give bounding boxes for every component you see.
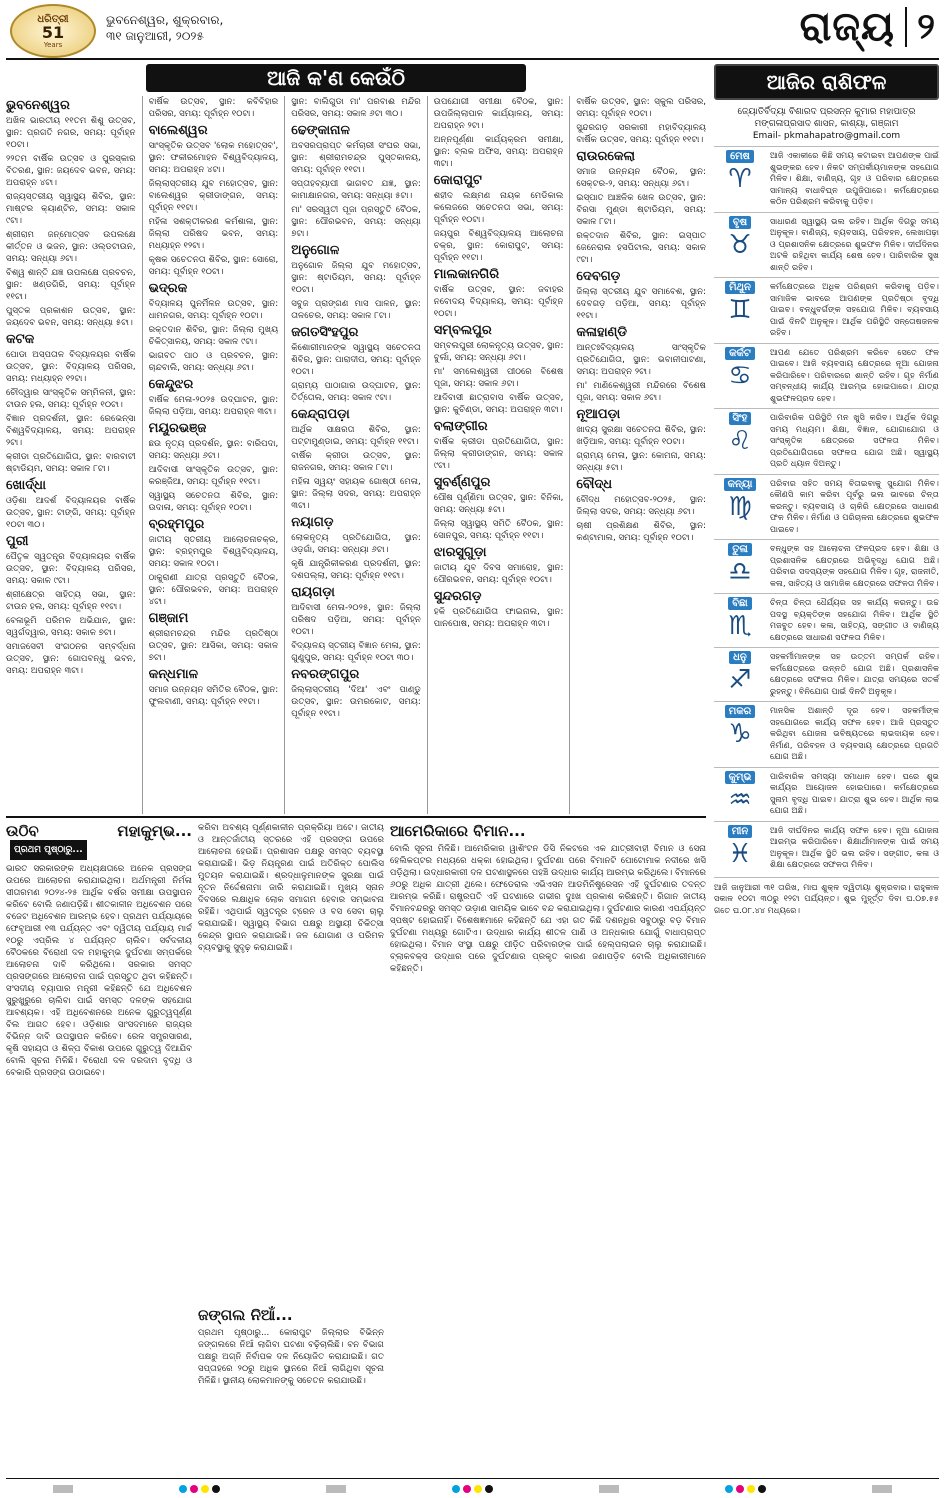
city-heading: ରାୟଗଡ଼ା [291,585,335,600]
city-heading: ନୂଆପଡ଼ା [576,407,621,422]
astrologer-credit [714,106,939,142]
print-mark [872,1485,892,1493]
city-heading: ମାଲକାନଗିରି [433,267,500,282]
zodiac-name: ସିଂହ [729,412,752,425]
zodiac-prediction: ଆପଣ ଯେତେ ପରିଶ୍ରମ କରିବେ ସେତେ ଫଳ ପାଇବେ। ଆଜି ବ୍ୟବସାୟ କ୍ଷେତ୍ରରେ ନୂଆ ଯୋଜନା କରିପାରିବେ। ପରିବାରରେ ଶାନ୍ତି ରହିବ। ଗୃହ ନିର୍ମାଣ ସମ୍ବନ୍ଧୀୟ କାର୍ଯ୍ୟ ଆରମ୍ଭ ହୋଇପାରେ। ଯାତ୍ରା ଶୁଭଫଳପ୍ରଦ ହେବ। [770,346,939,403]
zodiac-prediction: ପରିବାର ସହିତ ସମୟ ବିତାଇବାକୁ ସୁଯୋଗ ମିଳିବ। କୌଣସି କାମ କରିବା ପୂର୍ବରୁ ଭଲ ଭାବରେ ଚିନ୍ତା କରନ୍ତୁ। ବ୍ୟବସାୟ ଓ ଚାକିରି କ୍ଷେତ୍ରରେ ସାଧାରଣ ଫଳ ମିଳିବ। ନିର୍ମାଣ ଓ ପରିଚାଳନା କ୍ଷେତ୍ରରେ ଶୁଭଫଳ ପାଇବେ। [770,477,939,534]
zodiac-entry [714,767,939,817]
article-body: ପ୍ରଥମ ପୃଷ୍ଠାରୁ... କୋରାପୁଟ ଜିଲ୍ଲାର ବିଭିନ୍ନ ଜଙ୍ଗଲରେ ନିଆଁ ଲାଗିବା ଘଟଣା ବଢ଼ିଚାଲିଛି। ବନ ବିଭାଗ ପକ୍ଷରୁ ଅଗ୍ନି ନିର୍ବାପକ ଦଳ ନିୟୋଜିତ କରାଯାଇଛି। ଗତ ସପ୍ତାହରେ ୨୦ରୁ ଅଧିକ ସ୍ଥାନରେ ନିଆଁ ଲାଗିଥିବା ସୂଚନା ମିଳିଛି। ସ୍ଥାନୀୟ ଲୋକମାନଙ୍କୁ ସଚେତନ କରାଯାଉଛି। [198,1328,384,1386]
events-column [291,96,421,814]
event-item: ଆଦିବାସୀ ସାଂସ୍କୃତିକ ଉତ୍ସବ, ସ୍ଥାନ: କରଞ୍ଜିଆ, ସମୟ: ପୂର୍ବାହ୍ନ ୧୧ଟା। [148,465,279,487]
event-item: ଇସ୍ପାତ ଆଞ୍ଚଳିକ ଖେଳ ଉତ୍ସବ, ସ୍ଥାନ: ବିରସା ମୁଣ୍ଡା ଷ୍ଟାଡିୟମ, ସମୟ: ସକାଳ ୮ଟା। [576,193,706,227]
city-heading: ଖୋର୍ଦ୍ଧା [6,478,46,493]
event-item: ୨୨ତମ ବାର୍ଷିକ ଉତ୍ସବ ଓ ପୁରସ୍କାର ବିତରଣ, ସ୍ଥାନ: ଜୟଦେବ ଭବନ, ସମୟ: ଅପରାହ୍ନ ୪ଟା। [6,154,136,188]
city-heading: କଳାହାଣ୍ଡି [576,325,628,340]
footer-rule [6,1478,939,1479]
event-item: ଜିଲ୍ଲା ସ୍ୱାସ୍ଥ୍ୟ ସମିତି ବୈଠକ, ସ୍ଥାନ: ସୋନପୁର, ସମୟ: ପୂର୍ବାହ୍ନ ୧୧ଟା। [433,519,564,541]
event-item: ବିଜ୍ଞାନ ପ୍ରଦର୍ଶନୀ, ସ୍ଥାନ: ରେଭେନ୍ସା ବିଶ୍ୱବିଦ୍ୟାଳୟ, ସମୟ: ଅପରାହ୍ନ ୨ଟା। [6,414,136,448]
city-heading: ବ୍ରହ୍ମପୁର [148,517,205,532]
city-heading: କନ୍ଧମାଳ [148,667,199,682]
city-heading: ଗଞ୍ଜାମ [148,611,189,626]
city-heading: ଅନୁଗୋଳ [291,243,340,258]
event-item: ଜିଲ୍ଲାସ୍ତରୀୟ ଯୁବ ମହୋତ୍ସବ, ସ୍ଥାନ: ବାଲେଶ୍ୱର କ୍ରୀଡାଙ୍ଗନ, ସମୟ: ପୂର୍ବାହ୍ନ ୧୧ଟା। [148,179,279,213]
zodiac-prediction: ପାରିବାରିକ ପରିସ୍ଥିତି ମନ ଖୁସି କରିବ। ଆର୍ଥିକ ଦିଗରୁ ସମୟ ମଧ୍ୟମ। ଶିକ୍ଷା, ବିଜ୍ଞାନ, ଯୋଗାଯୋଗ ଓ ସାଂସ୍କୃତିକ କ୍ଷେତ୍ରରେ ସଫଳତା ମିଳିବ। ପ୍ରତିଯୋଗିତାରେ ସଫଳତା ଯୋଗ ଅଛି। ସ୍ୱାସ୍ଥ୍ୟ ପ୍ରତି ଧ୍ୟାନ ଦିଅନ୍ତୁ। [770,412,939,468]
event-item: ଶ୍ରୀରାମଚନ୍ଦ୍ର ମନ୍ଦିର ପ୍ରତିଷ୍ଠା ଉତ୍ସବ, ସ୍ଥାନ: ଆସିକା, ସମୟ: ସକାଳ ୭ଟା। [148,629,279,663]
event-item: ଉପଯୋଗୀ ସମୀକ୍ଷା ବୈଠକ, ସ୍ଥାନ: ଉପଜିଲ୍ଲାପାଳ କାର୍ଯ୍ୟାଳୟ, ସମୟ: ଅପରାହ୍ନ ୨ଟା। [433,97,564,131]
zodiac-name: ମୀନ [728,825,753,838]
section-title: ରାଜ୍ୟ [799,4,896,50]
city-heading: ସୁନ୍ଦରଗଡ଼ [433,589,482,604]
event-item: ମା' ସମଲେଶ୍ୱରୀ ପୀଠରେ ବିଶେଷ ପୂଜା, ସମୟ: ସକାଳ ୬ଟା। [433,367,564,389]
logo-years: Years [43,40,63,49]
event-item: ଭାଗବତ ପାଠ ଓ ପ୍ରବଚନ, ସ୍ଥାନ: ଚାନ୍ଦବାଲି, ସମୟ: ସନ୍ଧ୍ୟା ୬ଟା। [148,351,279,373]
dateline-date: ୩୧ ଜାନୁଆରୀ, ୨୦୨୫ [106,29,204,43]
zodiac-symbol-icon: ♍ [728,491,752,522]
zodiac-symbol-icon: ♉ [728,229,752,260]
zodiac-entry [714,701,939,763]
section-rule [6,816,706,818]
dateline [106,12,223,44]
city-heading: ଭୁବନେଶ୍ୱର [6,98,70,113]
event-item: ସମାଜ ଉନ୍ନୟନ ବୈଠକ, ସ୍ଥାନ: ସେକ୍ଟର-୨, ସମୟ: ସନ୍ଧ୍ୟା ୬ଟା। [576,167,706,189]
rashifal-banner: ଆଜିର ରାଶିଫଳ [714,64,939,100]
anniversary-logo [10,4,96,58]
city-heading: ସୁବର୍ଣ୍ଣପୁର [433,475,491,490]
zodiac-prediction: ସାଧାରଣ ସ୍ୱାସ୍ଥ୍ୟ ଭଲ ରହିବ। ଆର୍ଥିକ ଦିଗରୁ ସମୟ ଅନୁକୂଳ। ବାଣିଜ୍ୟ, ବ୍ୟବସାୟ, ପରିବହନ, ଲେଖାପଢ଼ା ଓ ପ୍ରଶାସନିକ କ୍ଷେତ୍ରରେ ଶୁଭଫଳ ମିଳିବ। ଦୀର୍ଘଦିନର ଅଟକି ରହିଥିବା କାର୍ଯ୍ୟ ଶେଷ ହେବ। ପାରିବାରିକ ସୁଖ ଶାନ୍ତି ରହିବ। [770,215,939,272]
zodiac-symbol-icon: ♋ [728,360,752,391]
zodiac-symbol-icon: ♒ [728,784,752,815]
event-item: ମା' ସରସ୍ୱତୀ ପୂଜା ପ୍ରସ୍ତୁତି ବୈଠକ, ସ୍ଥାନ: ପୌରଭବନ, ସମୟ: ସନ୍ଧ୍ୟା ୭ଟା। [291,205,421,239]
color-registration [725,1485,766,1493]
zodiac-symbol-icon: ♎ [728,557,752,587]
credit-name: ଜ୍ୟୋତିର୍ବିଦ୍ୟା ବିଶାରଦ ପ୍ରସନ୍ନ କୁମାର ମହାପାତ୍ର [737,107,916,117]
panchang-note: ଆଜି ଜାନୁଆରୀ ୩୧ ତାରିଖ, ମାଘ ଶୁକ୍ଳ ଦ୍ୱିତୀୟା ଶୁକ୍ରବାର। ରାହୁକାଳ ସକାଳ ୧୦ଟା ୩୦ରୁ ୧୨ଟା ପର୍ଯ୍ୟନ୍ତ। ଶୁଭ ମୁହୂର୍ତ୍ତ ଦିବା ଘ.୦୭.୫୫ ଗତେ ଘ.୦୮.୪୪ ମଧ୍ୟରେ। [714,877,939,917]
event-item: ପୋଡା ଅସ୍ପତାଳ ବିଦ୍ୟାଳୟର ବାର୍ଷିକ ଉତ୍ସବ, ସ୍ଥାନ: ବିଦ୍ୟାଳୟ ପରିସର, ସମୟ: ମଧ୍ୟାହ୍ନ ୧୨ଟା। [6,350,136,384]
events-column [149,96,279,814]
zodiac-name: ଧନୁ [729,651,751,664]
zodiac-badge [714,825,766,871]
event-item: ସମାଜସେବୀ ସଂଗଠନର ସମ୍ବର୍ଦ୍ଧନା ଉତ୍ସବ, ସ୍ଥାନ: ଗୋପବନ୍ଧୁ ଭବନ, ସମୟ: ଅପରାହ୍ନ ୩ଟା। [6,642,136,676]
logo-title: ଧରିତ୍ରୀ [37,13,69,25]
event-item: ଜାତୀୟ ଯୁବ ଦିବସ ସମାରୋହ, ସ୍ଥାନ: ପୌରଭବନ, ସମୟ: ପୂର୍ବାହ୍ନ ୧୦ଟା। [433,563,564,585]
dateline-place-day: ଭୁବନେଶ୍ୱର, ଶୁକ୍ରବାର, [106,13,224,27]
zodiac-name: ବୃଷ [729,216,751,229]
event-item: ମା' ମାଣିକେଶ୍ୱରୀ ମନ୍ଦିରରେ ବିଶେଷ ପୂଜା, ସମୟ: ସକାଳ ୬ଟା। [576,381,706,403]
page-header [800,4,935,50]
print-mark [326,1485,346,1493]
event-item: ଶ୍ରୀରାମ ଜନ୍ମୋତ୍ସବ ଉପଲକ୍ଷେ କୀର୍ତ୍ତନ ଓ ଭଜନ, ସ୍ଥାନ: ଓଲ୍ଡଟାଉନ, ସମୟ: ସନ୍ଧ୍ୟା ୬ଟା। [6,230,136,264]
page-number: ୨ [917,6,935,47]
article-title: ଆମେରିକାରେ ବିମାନ... [390,822,526,840]
city-heading: ବାଲେଶ୍ୱର [148,123,208,138]
zodiac-name: ବିଛା [728,597,751,610]
event-item: ଗ୍ରାମ୍ୟ ମେଳା, ସ୍ଥାନ: କୋମନା, ସମୟ: ସନ୍ଧ୍ୟା ୫ଟା। [576,451,706,473]
zodiac-list [714,146,939,871]
zodiac-badge [714,216,766,274]
event-item: ବାର୍ଷିକ ଉତ୍ସବ, ସ୍ଥାନ: ସ୍କୁଲ ପରିସର, ସମୟ: ପୂର୍ବାହ୍ନ ୧୦ଟା। [576,97,706,119]
column-divider [284,96,285,814]
event-item: ଅଖିଳ ଭାରତୀୟ ୧୧ତମ ଶିଶୁ ଉତ୍ସବ, ସ୍ଥାନ: ପ୍ରଗତି ନଗର, ସମୟ: ପୂର୍ବାହ୍ନ ୧୦ଟା। [6,116,136,150]
print-marks [0,1482,945,1496]
zodiac-prediction: ବନ୍ଧୁଙ୍କ ସହ ଆଲୋଚନା ଫଳପ୍ରଦ ହେବ। ଶିକ୍ଷା ଓ ପ୍ରଶାସନିକ କ୍ଷେତ୍ରରେ ଅଭିବୃଦ୍ଧି ଯୋଗ ଅଛି। ପରିବାର ସଦସ୍ୟଙ୍କ ସହଯୋଗ ମିଳିବ। ଗୃହ, ରାଜନୀତି, କଳା, ସାହିତ୍ୟ ଓ ସାମାଜିକ କ୍ଷେତ୍ରରେ ସଫଳତା ମିଳିବ। [770,543,939,588]
event-item: ହକି ପ୍ରତିଯୋଗିତା ଫାଇନାଲ, ସ୍ଥାନ: ପାନପୋଷ, ସମୟ: ଅପରାହ୍ନ ୩ଟା। [433,607,564,629]
event-item: ଅବସରପ୍ରାପ୍ତ କର୍ମଚାରୀ ସଂଘର ସଭା, ସ୍ଥାନ: ଶ୍ରୀରାମଚନ୍ଦ୍ର ପୁସ୍ତକାଳୟ, ସମୟ: ପୂର୍ବାହ୍ନ ୧୧ଟା। [291,141,421,175]
city-heading: ନବରଙ୍ଗପୁର [291,667,360,682]
event-item: ବାର୍ଷିକ ଉତ୍ସବ, ସ୍ଥାନ: ଜବାହର ନବୋଦୟ ବିଦ୍ୟାଳୟ, ସମୟ: ପୂର୍ବାହ୍ନ ୧୦ଟା। [433,285,564,319]
event-item: ବାର୍ଷିକ ଉତ୍ସବ, ସ୍ଥାନ: କବିବିହାର ପରିସର, ସମୟ: ପୂର୍ବାହ୍ନ ୧୦ଟା। [148,97,279,119]
city-heading: ନୟାଗଡ଼ [291,515,334,530]
article-body: ବୋଲି ସୂଚନା ମିଳିଛି। ଆମେରିକାର ୱାଶିଂଟନ ଡିସି ନିକଟରେ ଏକ ଯାତ୍ରୀବାହୀ ବିମାନ ଓ ସେନା ହେଲିକପ୍ଟର ମଧ୍ୟରେ ଧକ୍କା ହୋଇଥିଲା। ଦୁର୍ଘଟଣା ପରେ ବିମାନଟି ପୋଟୋମାକ ନଦୀରେ ଖସି ପଡ଼ିଥିଲା। ଉଦ୍ଧାରକାରୀ ଦଳ ଘଟଣାସ୍ଥଳରେ ପହଞ୍ଚି ଉଦ୍ଧାର କାର୍ଯ୍ୟ ଆରମ୍ଭ କରିଥିଲେ। ବିମାନରେ ୬୦ରୁ ଅଧିକ ଯାତ୍ରୀ ଥିଲେ। ଫେଡେରାଲ ଏଭିଏସନ ଆଡମିନିଷ୍ଟ୍ରେସନ ଏହି ଦୁର୍ଘଟଣାର ତଦନ୍ତ ଆରମ୍ଭ କରିଛି। ରାଷ୍ଟ୍ରପତି ଏହି ଘଟଣାରେ ଗଭୀର ଦୁଃଖ ପ୍ରକାଶ କରିଛନ୍ତି। ରିଗାନ ଜାତୀୟ ବିମାନବନ୍ଦରରୁ ସମସ୍ତ ଉଡ଼ାଣ ସାମୟିକ ଭାବେ ବନ୍ଦ କରାଯାଇଥିଲା। ଦୁର୍ଘଟଣାର କାରଣ ଏପର୍ଯ୍ୟନ୍ତ ସ୍ପଷ୍ଟ ହୋଇନାହିଁ। ବିଶେଷଜ୍ଞମାନେ କହିଛନ୍ତି ଯେ ଏହା ଗତ କିଛି ଦଶନ୍ଧିର ସବୁଠାରୁ ବଡ଼ ବିମାନ ଦୁର୍ଘଟଣା ମଧ୍ୟରୁ ଗୋଟିଏ। ଉଦ୍ଧାର କାର୍ଯ୍ୟ ଶୀତଳ ପାଣି ଓ ଅନ୍ଧକାର ଯୋଗୁଁ ବାଧାପ୍ରାପ୍ତ ହୋଇଥିଲା। ବିମାନ ସଂସ୍ଥା ପକ୍ଷରୁ ପୀଡ଼ିତ ପରିବାରଙ୍କ ପାଇଁ ହେଲ୍ପଲାଇନ ଚାଲୁ କରାଯାଇଛି। ବ୍ଲାକବକ୍ସ ଉଦ୍ଧାର ପରେ ଦୁର୍ଘଟଣାର ପ୍ରକୃତ କାରଣ ଜଣାପଡ଼ିବ ବୋଲି ଅଧିକାରୀମାନେ କହିଛନ୍ତି। [390,844,706,974]
city-heading: ବୌଦ୍ଧ [576,477,613,492]
event-item: ଓଡ଼ିଶା ଆଦର୍ଶ ବିଦ୍ୟାଳୟର ବାର୍ଷିକ ଉତ୍ସବ, ସ୍ଥାନ: ଟାଙ୍ଗି, ସମୟ: ପୂର୍ବାହ୍ନ ୧୦ଟା ୩୦। [6,496,136,530]
event-item: ଲୋକନୃତ୍ୟ ପ୍ରତିଯୋଗିତା, ସ୍ଥାନ: ଓଡ଼ଗାଁ, ସମୟ: ସନ୍ଧ୍ୟା ୬ଟା। [291,533,421,555]
events-column [434,96,564,814]
city-heading: ଜଗତସିଂହପୁର [291,325,359,340]
zodiac-symbol-icon: ♏ [728,611,752,641]
zodiac-entry [714,343,939,405]
event-item: ପୁସ୍ତକ ପ୍ରକାଶନ ଉତ୍ସବ, ସ୍ଥାନ: ଜୟଦେବ ଭବନ, ସମୟ: ସନ୍ଧ୍ୟା ୫ଟା। [6,306,136,328]
event-item: ଜିଲ୍ଲା ସ୍ତରୀୟ ଯୁବ ସମାବେଶ, ସ୍ଥାନ: ଦେବଗଡ଼ ପଡ଼ିଆ, ସମୟ: ପୂର୍ବାହ୍ନ ୧୧ଟା। [576,287,706,321]
article-forest-fire [198,1306,384,1474]
event-item: ଚାଷୀ ପ୍ରଶିକ୍ଷଣ ଶିବିର, ସ୍ଥାନ: କଣ୍ଟାମାଲ, ସମୟ: ପୂର୍ବାହ୍ନ ୧୦ଟା। [576,521,706,543]
zodiac-entry [714,647,939,697]
event-item: କିଶୋରୀମାନଙ୍କ ସ୍ୱାସ୍ଥ୍ୟ ସଚେତନତା ଶିବିର, ସ୍ଥାନ: ପାରାଦୀପ, ସମୟ: ପୂର୍ବାହ୍ନ ୧୦ଟା। [291,343,421,377]
zodiac-badge [714,347,766,405]
event-item: ଆଦିବାସୀ ଛାତ୍ରାବାସ ବାର୍ଷିକ ଉତ୍ସବ, ସ୍ଥାନ: କୁଚିଣ୍ଡା, ସମୟ: ଅପରାହ୍ନ ୩ଟା। [433,393,564,415]
event-item: ଶ୍ରୀକ୍ଷେତ୍ର ସାହିତ୍ୟ ସଭା, ସ୍ଥାନ: ଟାଉନ ହଲ, ସମୟ: ପୂର୍ବାହ୍ନ ୧୧ଟା। [6,590,136,612]
zodiac-symbol-icon: ♑ [728,719,752,749]
event-item: ଆଦିବାସୀ ମେଳା-୨୦୨୫, ସ୍ଥାନ: ଜିଲ୍ଲା ପରିଷଦ ପଡ଼ିଆ, ସମୟ: ପୂର୍ବାହ୍ନ ୧୦ଟା। [291,603,421,637]
zodiac-name: ମେଷ [726,150,754,163]
zodiac-prediction: କର୍ମକ୍ଷେତ୍ରରେ ଅଧିକ ପରିଶ୍ରମ କରିବାକୁ ପଡ଼ିବ। ସାମାଜିକ ଭାବରେ ଆପଣଙ୍କ ପ୍ରତିଷ୍ଠା ବୃଦ୍ଧି ପାଇବ। ବନ୍ଧୁବର୍ଗଙ୍କ ସହଯୋଗ ମିଳିବ। ବ୍ୟବସାୟ ପାଇଁ ଦିନଟି ଅନୁକୂଳ। ଆର୍ଥିକ ପରିସ୍ଥିତି ସନ୍ତୋଷଜନକ ରହିବ। [770,281,939,337]
event-item: ସ୍ୱାସ୍ଥ୍ୟ ସଚେତନତା ଶିବିର, ସ୍ଥାନ: ଉଦାଳା, ସମୟ: ପୂର୍ବାହ୍ନ ୧୦ଟା। [148,491,279,513]
event-item: ବାର୍ଷିକ ମେଳା-୨୦୨୫ ଉଦ୍‌ଘାଟନ, ସ୍ଥାନ: ଜିଲ୍ଲା ପଡ଼ିଆ, ସମୟ: ଅପରାହ୍ନ ୩ଟା। [148,395,279,417]
zodiac-entry [714,474,939,536]
events-columns [6,96,706,814]
logo-number: 51 [41,22,65,42]
article-headline [6,822,192,860]
column-divider [569,96,570,814]
zodiac-badge [714,412,766,470]
city-heading: ଢେଙ୍କାନାଳ [291,123,350,138]
event-item: ରକ୍ତଦାନ ଶିବିର, ସ୍ଥାନ: ଇସ୍ପାତ ଜେନେରାଲ ହସପିଟାଲ, ସମୟ: ସକାଳ ୯ଟା। [576,231,706,265]
event-item: ସ୍ଥାନ: ବାଲିଗୁଡା ମା' ପରବାଈ ମନ୍ଦିର ପରିସର, ସମୟ: ସକାଳ ୬ଟା ୩୦। [291,97,421,119]
zodiac-symbol-icon: ♊ [728,295,752,325]
event-item: ଠାକୁରାଣୀ ଯାତ୍ରା ପ୍ରସ୍ତୁତି ବୈଠକ, ସ୍ଥାନ: ପୌରଭବନ, ସମୟ: ଅପରାହ୍ନ ୪ଟା। [148,573,279,607]
city-heading: ପୁରୀ [6,534,29,549]
zodiac-symbol-icon: ♌ [728,426,752,456]
zodiac-name: ତୁଳା [728,543,752,556]
event-item: ସମ୍ବଲପୁରୀ ଲୋକନୃତ୍ୟ ଉତ୍ସବ, ସ୍ଥାନ: ବୁର୍ଲା, ସମୟ: ସନ୍ଧ୍ୟା ୬ଟା। [433,341,564,363]
city-heading: କୋରାପୁଟ [433,173,482,188]
zodiac-name: ମକର [725,705,755,718]
events-column [6,96,136,814]
event-item: ଆର୍ଥିକ ସାକ୍ଷରତା ଶିବିର, ସ୍ଥାନ: ପଟ୍ଟାମୁଣ୍ଡାଇ, ସମୟ: ପୂର୍ବାହ୍ନ ୧୧ଟା। [291,425,421,447]
zodiac-prediction: ଆଜି ଦୀର୍ଘଦିନର କାର୍ଯ୍ୟ ସଫଳ ହେବ। ନୂଆ ଯୋଜନା ଆରମ୍ଭ କରିପାରିବେ। ଶିକ୍ଷାର୍ଥୀମାନଙ୍କ ପାଇଁ ସମୟ ଅନୁକୂଳ। ଆର୍ଥିକ ସ୍ଥିତି ଭଲ ରହିବ। ସଙ୍ଗୀତ, କଳା ଓ ଶିକ୍ଷା କ୍ଷେତ୍ରରେ ସଫଳତା ମିଳିବ। [770,824,939,869]
event-item: ବିଦ୍ୟାଳୟ ସ୍ତରୀୟ ବିଜ୍ଞାନ ମେଳା, ସ୍ଥାନ: ଗୁଣୁପୁର, ସମୟ: ପୂର୍ବାହ୍ନ ୧୦ଟା ୩୦। [291,641,421,663]
article-continued [198,822,384,1302]
zodiac-badge [714,150,766,208]
event-item: ବିଶ୍ୱ ଶାନ୍ତି ଯଜ୍ଞ ଉପଲକ୍ଷେ ପ୍ରବଚନ, ସ୍ଥାନ: ଖଣ୍ଡଗିରି, ସମୟ: ପୂର୍ବାହ୍ନ ୧୧ଟା। [6,268,136,302]
zodiac-name: କର୍କଟ [725,347,755,360]
header-divider [905,7,907,47]
city-heading: କେନ୍ଦ୍ରାପଡ଼ା [291,407,350,422]
zodiac-prediction: ଆଜି ଏକାକୀରେ କିଛି ସମୟ କଟାଇବା ଆପଣଙ୍କ ପାଇଁ ଶୁଭଙ୍କର ହେବ। ନିକଟ ସମ୍ପର୍କୀୟମାନଙ୍କ ସହଯୋଗ ମିଳିବ। ଶିକ୍ଷା, ବାଣିଜ୍ୟ, ଗୃହ ଓ ପରିବାର କ୍ଷେତ୍ରରେ ସାମାନ୍ୟ ବାଧାବିଘ୍ନ ଉପୁଜିପାରେ। କର୍ମକ୍ଷେତ୍ରରେ କଠିନ ପରିଶ୍ରମ କରିବାକୁ ପଡ଼ିବ। [770,150,939,206]
event-item: ବେଳାଭୂମି ପରିମଳ ଅଭିଯାନ, ସ୍ଥାନ: ସ୍ୱର୍ଗଦ୍ୱାର, ସମୟ: ସକାଳ ୭ଟା। [6,616,136,638]
zodiac-symbol-icon: ♈ [728,164,752,194]
event-item: କୃଷି ଯାନ୍ତ୍ରିକୀକରଣ ପ୍ରଦର୍ଶନୀ, ସ୍ଥାନ: ଦଶପଲ୍ଲା, ସମୟ: ପୂର୍ବାହ୍ନ ୧୧ଟା। [291,559,421,581]
zodiac-symbol-icon: ♓ [728,838,752,869]
event-item: ବାର୍ଷିକ କ୍ରୀଡା ଉତ୍ସବ, ସ୍ଥାନ: ରାଜନଗର, ସମୟ: ସକାଳ ୮ଟା। [291,451,421,473]
zodiac-prediction: ପାରିବାରିକ ସମସ୍ୟା ସମାଧାନ ହେବ। ଘରେ ଶୁଭ କାର୍ଯ୍ୟର ଆୟୋଜନ ହୋଇପାରେ। କର୍ମକ୍ଷେତ୍ରରେ ସୁନାମ ବୃଦ୍ଧି ପାଇବ। ଯାତ୍ରା ଶୁଭ ହେବ। ଆର୍ଥିକ ଲାଭ ଯୋଗ ଅଛି। [770,770,939,815]
print-mark [599,1485,619,1493]
event-item: ଆନ୍ତଃବିଦ୍ୟାଳୟ ସାଂସ୍କୃତିକ ପ୍ରତିଯୋଗିତା, ସ୍ଥାନ: ଭବାନୀପାଟଣା, ସମୟ: ଅପରାହ୍ନ ୨ଟା। [576,343,706,377]
zodiac-entry [714,212,939,274]
event-item: ଜାତୀୟ ସ୍ତରୀୟ ଆଲୋଚନାଚକ୍ର, ସ୍ଥାନ: ବ୍ରହ୍ମପୁର ବିଶ୍ୱବିଦ୍ୟାଳୟ, ସମୟ: ସକାଳ ୧୦ଟା। [148,535,279,569]
event-item: ରାଜ୍ୟସ୍ତରୀୟ ସ୍ୱାସ୍ଥ୍ୟ ଶିବିର, ସ୍ଥାନ: ମାଷ୍ଟର କ୍ୟାଣ୍ଟିନ, ସମୟ: ସକାଳ ୯ଟା। [6,192,136,226]
column-divider [142,96,143,814]
event-item: ଗ୍ରାମ୍ୟ ପାଠାଗାର ଉଦ୍‌ଘାଟନ, ସ୍ଥାନ: ତିର୍ତ୍ତୋଲ, ସମୟ: ସକାଳ ୯ଟା। [291,381,421,403]
event-item: ଛଉ ନୃତ୍ୟ ପ୍ରଦର୍ଶନ, ସ୍ଥାନ: ବାରିପଦା, ସମୟ: ସନ୍ଧ୍ୟା ୬ଟା। [148,439,279,461]
event-item: ବାର୍ଷିକ କ୍ରୀଡା ପ୍ରତିଯୋଗିତା, ସ୍ଥାନ: ଜିଲ୍ଲା କ୍ରୀଡାଙ୍ଗନ, ସମୟ: ସକାଳ ୯ଟା। [433,437,564,471]
events-banner: ଆଜି କ'ଣ କେଉଁଠି [146,64,526,92]
event-item: ଚୌଦ୍ୱାର ସାଂସ୍କୃତିକ ସମ୍ମିଳନୀ, ସ୍ଥାନ: ଟାଉନ ହଲ, ସମୟ: ପୂର୍ବାହ୍ନ ୧୦ଟା। [6,388,136,410]
column-divider [427,96,428,814]
event-item: କୃଷକ ସଚେତନତା ଶିବିର, ସ୍ଥାନ: ସୋରୋ, ସମୟ: ପୂର୍ବାହ୍ନ ୧୦ଟା। [148,255,279,277]
event-item: ସାଂସ୍କୃତିକ ଉତ୍ସବ 'ଲୋକ ମହୋତ୍ସବ', ସ୍ଥାନ: ଫକୀରମୋହନ ବିଶ୍ୱବିଦ୍ୟାଳୟ, ସମୟ: ଅପରାହ୍ନ ୪ଟା। [148,141,279,175]
zodiac-badge [714,771,766,817]
event-item: ସୁନ୍ଦରଗଡ଼ ସରକାରୀ ମହାବିଦ୍ୟାଳୟ ବାର୍ଷିକ ଉତ୍ସବ, ସମୟ: ପୂର୍ବାହ୍ନ ୧୧ଟା। [576,123,706,145]
zodiac-badge [714,478,766,536]
event-item: ସମାଜ ଉନ୍ନୟନ ସମିତିର ବୈଠକ, ସ୍ଥାନ: ଫୁଲବାଣୀ, ସମୟ: ପୂର୍ବାହ୍ନ ୧୧ଟା। [148,685,279,707]
city-heading: ଦେବଗଡ଼ [576,269,621,284]
city-heading: କେନ୍ଦୁଝର [148,377,194,392]
city-heading: ଝାରସୁଗୁଡ଼ା [433,545,487,560]
event-item: ଖାଦ୍ୟ ସୁରକ୍ଷା ସଚେତନତା ଶିବିର, ସ୍ଥାନ: ଖଡ଼ିଆଳ, ସମୟ: ପୂର୍ବାହ୍ନ ୧୦ଟା। [576,425,706,447]
credit-address: ମଙ୍ଗଳାପ୍ରସାଦ ଶାସନ, କାଶ୍ୟା, ଗଞ୍ଜାମ [754,119,899,129]
event-item: ସପ୍ତାହବ୍ୟାପୀ ଭାଗବତ ଯଜ୍ଞ, ସ୍ଥାନ: କାମାକ୍ଷାନଗର, ସମୟ: ସନ୍ଧ୍ୟା ୫ଟା। [291,179,421,201]
event-item: ବୌଦ୍ଧ ମହୋତ୍ସବ-୨୦୨୫, ସ୍ଥାନ: ଜିଲ୍ଲା ସଦର, ସମୟ: ସନ୍ଧ୍ୟା ୬ଟା। [576,495,706,517]
city-heading: ଭଦ୍ରକ [148,281,188,296]
events-column [576,96,706,814]
zodiac-entry [714,539,939,589]
continued-tag: ପ୍ରଥମ ପୃଷ୍ଠାରୁ... [10,840,87,860]
event-item: ମହିଳା ସ୍ୱୟଂ ସହାୟକ ଗୋଷ୍ଠୀ ମେଳା, ସ୍ଥାନ: ଜିଲ୍ଲା ସଦର, ସମୟ: ଅପରାହ୍ନ ୩ଟା। [291,477,421,511]
event-item: ଅନ୍ନପୂର୍ଣ୍ଣା କାର୍ଯ୍ୟକ୍ରମ ସମୀକ୍ଷା, ସ୍ଥାନ: ବ୍ଲକ ଅଫିସ, ସମୟ: ଅପରାହ୍ନ ୩ଟା। [433,135,564,169]
credit-email: Email- pkmahapatro@gmail.com [752,131,901,141]
event-item: ସବୁଜ ପ୍ରାଙ୍ଗଣ ମାସ ପାଳନ, ସ୍ଥାନ: ତାଳଚେର, ସମୟ: ସକାଳ ୮ଟା। [291,299,421,321]
event-item: ପୌଷ ପୂର୍ଣ୍ଣିମା ଉତ୍ସବ, ସ୍ଥାନ: ବିନିକା, ସମୟ: ସନ୍ଧ୍ୟା ୫ଟା। [433,493,564,515]
article-title: ଜଙ୍ଗଲ ନିଆଁ... [198,1306,293,1324]
zodiac-badge [714,543,766,589]
zodiac-name: ମିଥୁନ [725,281,755,294]
zodiac-prediction: ସହକର୍ମୀମାନଙ୍କ ସହ ଉତ୍ତମ ସମ୍ପର୍କ ରହିବ। କର୍ମକ୍ଷେତ୍ରରେ ଉନ୍ନତି ଯୋଗ ଅଛି। ପ୍ରଶାସନିକ କ୍ଷେତ୍ରରେ ସଫଳତା ମିଳିବ। ଯାତ୍ରା ସମୟରେ ସତର୍କ ରୁହନ୍ତୁ। ବିନିଯୋଗ ପାଇଁ ଦିନଟି ଅନୁକୂଳ। [770,651,939,696]
event-item: ମହିଳା ସଶକ୍ତୀକରଣ କର୍ମଶାଳା, ସ୍ଥାନ: ଜିଲ୍ଲା ପରିଷଦ ଭବନ, ସମୟ: ମଧ୍ୟାହ୍ନ ୧୨ଟା। [148,217,279,251]
color-registration [452,1485,493,1493]
article-mahakumbh [6,822,192,1474]
zodiac-badge [714,651,766,697]
zodiac-entry [714,593,939,643]
article-body: ଭାରତ ସରକାରଙ୍କ ଅଧ୍ୟକ୍ଷତାରେ ଅନେକ ପ୍ରସଙ୍ଗ ଉପରେ ଆଲୋଚନା କରାଯାଇଥିଲା। ଅର୍ଥମନ୍ତ୍ରୀ ନିର୍ମଳା ସୀତାରମଣ ୨୦୨୪-୨୫ ଆର୍ଥିକ ବର୍ଷର ସମୀକ୍ଷା ଉପସ୍ଥାପନ କରିବେ ବୋଲି ଜଣାପଡ଼ିଛି। ଶୀତକାଳୀନ ଅଧିବେଶନ ପରେ ବଜେଟ ଅଧିବେଶନ ଆରମ୍ଭ ହେବ। ପ୍ରଥମ ପର୍ଯ୍ୟାୟରେ ଫେବୃଆରୀ ୧୩ ପର୍ଯ୍ୟନ୍ତ ଏବଂ ଦ୍ୱିତୀୟ ପର୍ଯ୍ୟାୟ ମାର୍ଚ୍ଚ ୧୦ରୁ ଏପ୍ରିଲ ୪ ପର୍ଯ୍ୟନ୍ତ ଚାଲିବ। ସର୍ବଦଳୀୟ ବୈଠକରେ ବିରୋଧୀ ଦଳ ମହାକୁମ୍ଭ ଦୁର୍ଘଟଣା ସମ୍ପର୍କରେ ଆଲୋଚନା ଦାବି କରିଥିଲେ। ସରକାର ସମସ୍ତ ପ୍ରସଙ୍ଗରେ ଆଲୋଚନା ପାଇଁ ପ୍ରସ୍ତୁତ ଥିବା କହିଛନ୍ତି। ସଂସଦୀୟ ବ୍ୟାପାର ମନ୍ତ୍ରୀ କହିଛନ୍ତି ଯେ ଅଧିବେଶନ ସୁରୁଖୁରୁରେ ଚାଲିବା ପାଇଁ ସମସ୍ତ ଦଳଙ୍କ ସହଯୋଗ ଆବଶ୍ୟକ। ଏହି ଅଧିବେଶନରେ ଅନେକ ଗୁରୁତ୍ୱପୂର୍ଣ୍ଣ ବିଲ ଆଗତ ହେବ। ଓଡ଼ିଶାର ସାଂସଦମାନେ ରାଜ୍ୟର ବିଭିନ୍ନ ଦାବି ଉପସ୍ଥାପନ କରିବେ। ରେଳ ସମ୍ପ୍ରସାରଣ, କୃଷି ସହାୟତା ଓ ଶିଳ୍ପ ବିକାଶ ଉପରେ ଗୁରୁତ୍ୱ ଦିଆଯିବ ବୋଲି ସୂଚନା ମିଳିଛି। ବିରୋଧୀ ଦଳ ଦରଦାମ ବୃଦ୍ଧି ଓ ବେକାରି ପ୍ରସଙ୍ଗ ଉଠାଇବେ। [6,864,192,1078]
color-registration [179,1485,220,1493]
event-item: ଜିଲ୍ଲାସ୍ତରୀୟ 'ଦିଆ' ଏବଂ ପାଣ୍ଡୁ ଉତ୍ସବ, ସ୍ଥାନ: ଉମରକୋଟ, ସମୟ: ପୂର୍ବାହ୍ନ ୧୧ଟା। [291,685,421,719]
zodiac-name: କୁମ୍ଭ [725,771,756,784]
event-item: ଅନୁଗୋଳ ଜିଲ୍ଲା ଯୁବ ମହୋତ୍ସବ, ସ୍ଥାନ: ଷ୍ଟାଡିୟମ, ସମୟ: ପୂର୍ବାହ୍ନ ୧୦ଟା। [291,261,421,295]
event-item: ରକ୍ତଦାନ ଶିବିର, ସ୍ଥାନ: ଜିଲ୍ଲା ମୁଖ୍ୟ ଚିକିତ୍ସାଳୟ, ସମୟ: ସକାଳ ୯ଟା। [148,325,279,347]
zodiac-name: କନ୍ୟା [724,478,757,491]
city-heading: ସମ୍ବଲପୁର [433,323,492,338]
zodiac-prediction: ଚିନ୍ତା ଚିନ୍ତା ଧୈର୍ଯ୍ୟର ସହ କାର୍ଯ୍ୟ କରନ୍ତୁ। ଉଚ୍ଚ ପଦସ୍ଥ ବ୍ୟକ୍ତିଙ୍କ ସହଯୋଗ ମିଳିବ। ଆର୍ଥିକ ସ୍ଥିତି ମଜବୁତ ହେବ। କଳା, ସାହିତ୍ୟ, ସଙ୍ଗୀତ ଓ ବାଣିଜ୍ୟ କ୍ଷେତ୍ରରେ ସାଧାରଣ ସଫଳତା ମିଳିବ। [770,597,939,642]
zodiac-badge [714,597,766,643]
print-mark [53,1485,73,1493]
zodiac-entry [714,821,939,871]
header-rule [6,58,939,60]
rashifal-panel [714,64,939,1484]
event-item: ପୈତୃକ ସ୍ୱତନ୍ତ୍ର ବିଦ୍ୟାଳୟର ବାର୍ଷିକ ଉତ୍ସବ, ସ୍ଥାନ: ବିଦ୍ୟାଳୟ ପରିସର, ସମୟ: ସକାଳ ୯ଟା। [6,552,136,586]
article-body: କରିବା ଅବଶ୍ୟ ପୂର୍ଣ୍ଣକାଳୀନ ପ୍ରକ୍ରିୟା ଅଟେ। ଜାତୀୟ ଓ ଆନ୍ତର୍ଜାତୀୟ ସ୍ତରରେ ଏହି ପ୍ରସଙ୍ଗ ଉପରେ ଆଲୋଚନା ହେଉଛି। ପ୍ରଶାସନ ପକ୍ଷରୁ ସମସ୍ତ ବ୍ୟବସ୍ଥା କରାଯାଇଛି। ଭିଡ଼ ନିୟନ୍ତ୍ରଣ ପାଇଁ ଅତିରିକ୍ତ ପୋଲିସ ମୁତୟନ କରାଯାଇଛି। ଶ୍ରଦ୍ଧାଳୁମାନଙ୍କ ସୁରକ୍ଷା ପାଇଁ ନୂତନ ନିର୍ଦ୍ଦେଶନାମା ଜାରି କରାଯାଇଛି। ମୁଖ୍ୟ ସ୍ନାନ ଦିବସରେ ଲକ୍ଷାଧିକ ଲୋକ ସମାଗମ ହେବାର ସମ୍ଭାବନା ରହିଛି। ଏଥିପାଇଁ ସ୍ୱତନ୍ତ୍ର ଟ୍ରେନ ଓ ବସ ସେବା ଚାଲୁ କରାଯାଇଛି। ସ୍ୱାସ୍ଥ୍ୟ ବିଭାଗ ପକ୍ଷରୁ ଅସ୍ଥାୟୀ ଚିକିତ୍ସା କେନ୍ଦ୍ର ସ୍ଥାପନ କରାଯାଇଛି। ଜଳ ଯୋଗାଣ ଓ ପରିମଳ ବ୍ୟବସ୍ଥାକୁ ସୁଦୃଢ଼ କରାଯାଇଛି। [198,823,384,953]
city-heading: କଟକ [6,332,35,347]
city-heading: ବଲାଙ୍ଗୀର [433,419,488,434]
zodiac-entry [714,277,939,339]
article-title: ଉଠିବ ମହାକୁମ୍ଭ... [6,822,192,840]
city-heading: ରାଉରକେଲା [576,149,636,164]
zodiac-entry [714,146,939,208]
zodiac-badge [714,281,766,339]
article-us-plane [390,822,706,1474]
event-item: କ୍ରୀଡା ପ୍ରତିଯୋଗିତା, ସ୍ଥାନ: ବାରବାଟୀ ଷ୍ଟାଡିୟମ, ସମୟ: ସକାଳ ୮ଟା। [6,452,136,474]
event-item: ଜୟପୁର ବିଶ୍ୱବିଦ୍ୟାଳୟ ଆଲୋଚନା ଚକ୍ର, ସ୍ଥାନ: କୋରାପୁଟ, ସମୟ: ପୂର୍ବାହ୍ନ ୧୧ଟା। [433,229,564,263]
city-heading: ମୟୂରଭଞ୍ଜ [148,421,207,436]
zodiac-prediction: ମାନସିକ ଅଶାନ୍ତି ଦୂର ହେବ। ସହକର୍ମୀଙ୍କ ସହଯୋଗରେ କାର୍ଯ୍ୟ ସଫଳ ହେବ। ଆଜି ପ୍ରସ୍ତୁତ କରିଥିବା ଯୋଜନା ଭବିଷ୍ୟତରେ ଲାଭଦାୟକ ହେବ। ନିର୍ମାଣ, ପରିବହନ ଓ ବ୍ୟବସାୟ କ୍ଷେତ୍ରରେ ପ୍ରଗତି ଯୋଗ ଅଛି। [770,705,939,761]
zodiac-entry [714,408,939,470]
zodiac-symbol-icon: ♐ [728,665,752,695]
event-item: ଶହୀଦ ଲକ୍ଷ୍ମଣ ନାୟକ ମେଡିକାଲ କଲେଜରେ ସଚେତନତା ସଭା, ସମୟ: ପୂର୍ବାହ୍ନ ୧୦ଟା। [433,191,564,225]
zodiac-badge [714,705,766,763]
event-item: ବିଦ୍ୟାଳୟ ପୁନର୍ମିଳନ ଉତ୍ସବ, ସ୍ଥାନ: ଧାମନଗର, ସମୟ: ପୂର୍ବାହ୍ନ ୧୦ଟା। [148,299,279,321]
